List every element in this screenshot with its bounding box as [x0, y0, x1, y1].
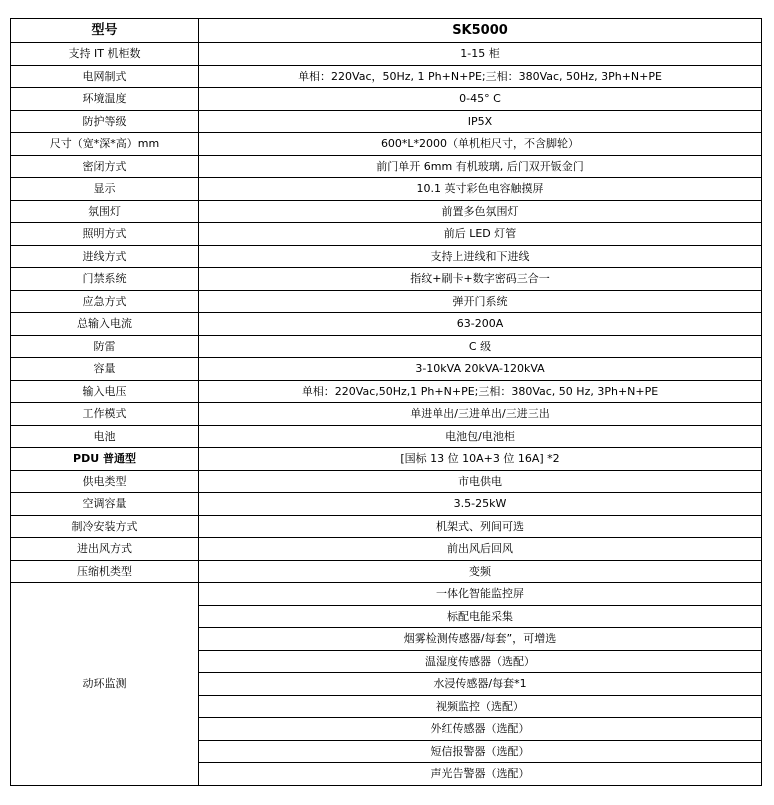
spec-label: 照明方式 [11, 223, 199, 246]
spec-value: 电池包/电池柜 [199, 425, 762, 448]
spec-value: 机架式、列间可选 [199, 515, 762, 538]
monitoring-item: 声光告警器（选配） [199, 763, 762, 786]
spec-label: 制冷安装方式 [11, 515, 199, 538]
spec-label: 压缩机类型 [11, 560, 199, 583]
spec-label: 防雷 [11, 335, 199, 358]
spec-row [11, 448, 762, 471]
monitoring-label: 动环监测 [11, 583, 199, 786]
spec-value: [国标 13 位 10A+3 位 16A] *2 [199, 448, 762, 471]
spec-value: C 级 [199, 335, 762, 358]
spec-label: 电网制式 [11, 65, 199, 88]
spec-row [11, 110, 762, 133]
spec-row [11, 403, 762, 426]
monitoring-item: 烟雾检测传感器/每套”，可增选 [199, 628, 762, 651]
spec-table [10, 18, 762, 786]
spec-row [11, 560, 762, 583]
spec-value: 1-15 柜 [199, 43, 762, 66]
spec-row [11, 155, 762, 178]
spec-row [11, 335, 762, 358]
monitoring-item: 短信报警器（选配） [199, 740, 762, 763]
spec-value: 变频 [199, 560, 762, 583]
spec-label: PDU 普通型 [11, 448, 199, 471]
spec-label: 工作模式 [11, 403, 199, 426]
monitoring-item: 一体化智能监控屏 [199, 583, 762, 606]
spec-row [11, 358, 762, 381]
spec-label: 空调容量 [11, 493, 199, 516]
monitoring-item: 外红传感器（选配） [199, 718, 762, 741]
spec-value: 前门单开 6mm 有机玻璃, 后门双开钣金门 [199, 155, 762, 178]
spec-row [11, 538, 762, 561]
spec-label: 环境温度 [11, 88, 199, 111]
spec-label: 支持 IT 机柜数 [11, 43, 199, 66]
spec-label: 密闭方式 [11, 155, 199, 178]
spec-value: 指纹+刷卡+数字密码三合一 [199, 268, 762, 291]
header-row [11, 19, 762, 43]
spec-row [11, 425, 762, 448]
spec-row [11, 515, 762, 538]
spec-value: 弹开门系统 [199, 290, 762, 313]
spec-label: 应急方式 [11, 290, 199, 313]
spec-row [11, 380, 762, 403]
spec-value: 市电供电 [199, 470, 762, 493]
monitoring-item: 温湿度传感器（选配） [199, 650, 762, 673]
spec-label: 进出风方式 [11, 538, 199, 561]
spec-label: 氛围灯 [11, 200, 199, 223]
monitoring-item: 视频监控（选配） [199, 695, 762, 718]
spec-value: 支持上进线和下进线 [199, 245, 762, 268]
spec-row [11, 178, 762, 201]
spec-label: 总输入电流 [11, 313, 199, 336]
spec-value: 0-45° C [199, 88, 762, 111]
spec-value: 单进单出/三进单出/三进三出 [199, 403, 762, 426]
spec-label: 容量 [11, 358, 199, 381]
header-model: SK5000 [199, 19, 762, 43]
spec-row [11, 493, 762, 516]
spec-row [11, 43, 762, 66]
spec-label: 门禁系统 [11, 268, 199, 291]
spec-label: 进线方式 [11, 245, 199, 268]
spec-value: IP5X [199, 110, 762, 133]
spec-row [11, 268, 762, 291]
spec-row [11, 290, 762, 313]
spec-label: 尺寸（宽*深*高）mm [11, 133, 199, 156]
spec-row [11, 223, 762, 246]
spec-value: 600*L*2000（单机柜尺寸，不含脚轮） [199, 133, 762, 156]
spec-row [11, 88, 762, 111]
spec-value: 10.1 英寸彩色电容触摸屏 [199, 178, 762, 201]
spec-value: 63-200A [199, 313, 762, 336]
spec-row [11, 65, 762, 88]
monitoring-item: 标配电能采集 [199, 605, 762, 628]
monitoring-item: 水浸传感器/每套*1 [199, 673, 762, 696]
spec-value: 前后 LED 灯管 [199, 223, 762, 246]
spec-value: 前出风后回风 [199, 538, 762, 561]
spec-row [11, 470, 762, 493]
spec-value: 前置多色氛围灯 [199, 200, 762, 223]
spec-label: 电池 [11, 425, 199, 448]
spec-label: 防护等级 [11, 110, 199, 133]
spec-row [11, 245, 762, 268]
spec-value: 单相：220Vac，50Hz, 1 Ph+N+PE;三相：380Vac, 50Hz, 3Ph+N+PE [199, 65, 762, 88]
spec-row [11, 313, 762, 336]
spec-label: 输入电压 [11, 380, 199, 403]
spec-label: 显示 [11, 178, 199, 201]
spec-value: 单相：220Vac,50Hz,1 Ph+N+PE;三相：380Vac, 50 Hz, 3Ph+N+PE [199, 380, 762, 403]
header-label: 型号 [11, 19, 199, 43]
spec-label: 供电类型 [11, 470, 199, 493]
spec-row [11, 133, 762, 156]
spec-row [11, 200, 762, 223]
monitoring-row [11, 583, 762, 606]
spec-value: 3-10kVA 20kVA-120kVA [199, 358, 762, 381]
spec-value: 3.5-25kW [199, 493, 762, 516]
